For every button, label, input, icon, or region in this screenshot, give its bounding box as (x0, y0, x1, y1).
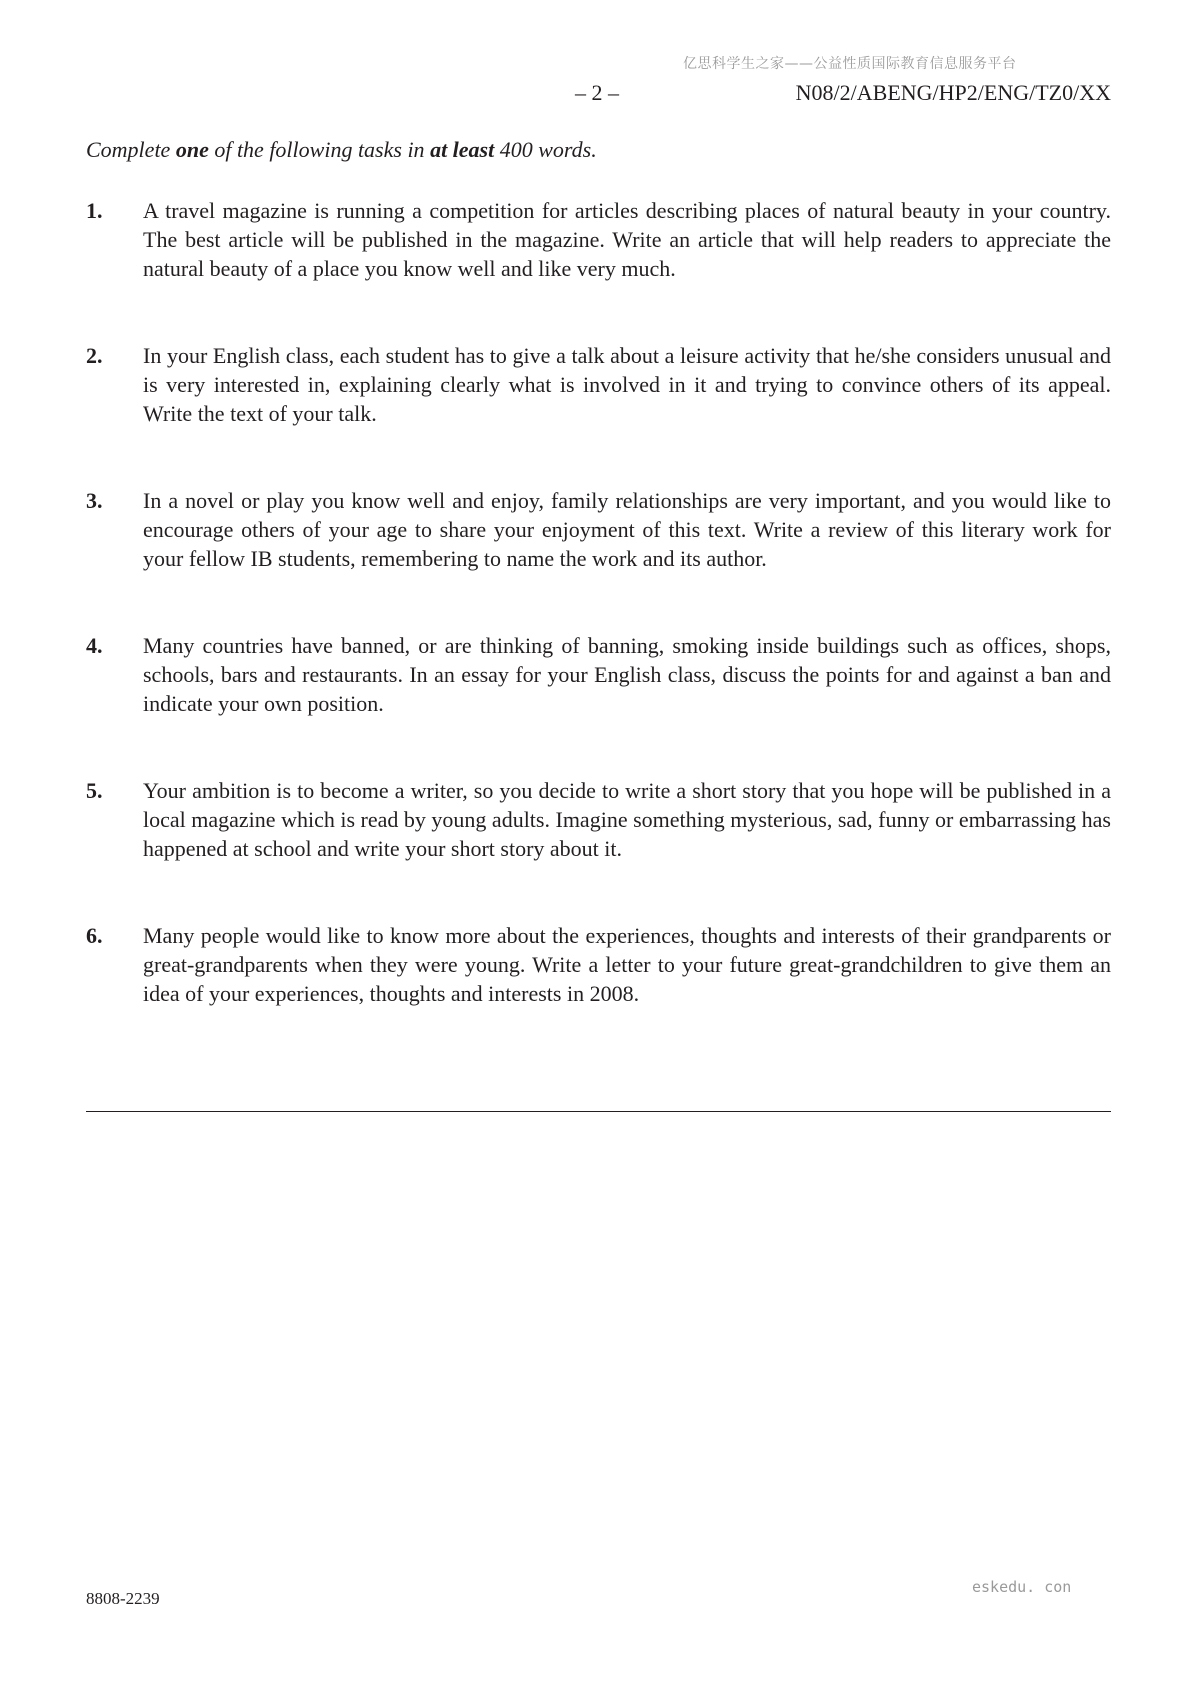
task-1 (86, 196, 1111, 283)
instructions (86, 137, 597, 163)
task-5 (86, 776, 1111, 863)
instructions-text-2: of the following tasks in (208, 137, 431, 162)
task-number: 4. (86, 633, 103, 658)
task-number: 3. (86, 488, 103, 513)
task-number: 1. (86, 198, 103, 223)
instructions-emphasis-at-least: at least (430, 137, 495, 162)
footer-watermark: eskedu. con (972, 1578, 1072, 1596)
task-number: 2. (86, 343, 103, 368)
task-text: In a novel or play you know well and enjoy, family relationships are very important, and you would like to encourage others of your age to share your enjoyment of this text. Write a review of this literary work for your fellow IB students, remembering to name the work and its author. (143, 488, 1111, 571)
task-text: A travel magazine is running a competition for articles describing places of natural beauty in your country. The best article will be published in the magazine. Write an article that will help readers to appreciate the natural beauty of a place you know well and like very much. (143, 198, 1111, 281)
task-2 (86, 341, 1111, 428)
end-rule (86, 1111, 1111, 1112)
instructions-text-3: 400 words. (494, 137, 597, 162)
task-text: Many countries have banned, or are thinking of banning, smoking inside buildings such as offices, shops, schools, bars and restaurants. In an essay for your English class, discuss the points for and against a ban and indicate your own position. (143, 633, 1111, 716)
task-text: In your English class, each student has to give a talk about a leisure activity that he/she considers unusual and is very interested in, explaining clearly what is involved in it and trying to convince others of its appeal. Write the text of your talk. (143, 343, 1111, 426)
instructions-emphasis-one: one (175, 137, 209, 162)
task-number: 6. (86, 923, 103, 948)
task-number: 5. (86, 778, 103, 803)
footer-code: 8808-2239 (86, 1589, 160, 1608)
task-text: Many people would like to know more about the experiences, thoughts and interests of their grandparents or great-grandparents when they were young. Write a letter to your future great-grandchildren to give them an idea of your experiences, thoughts and interests in 2008. (143, 923, 1111, 1006)
task-3 (86, 486, 1111, 573)
task-6 (86, 921, 1111, 1008)
page-number: – 2 – (575, 80, 619, 105)
task-text: Your ambition is to become a writer, so you decide to write a short story that you hope will be published in a local magazine which is read by young adults. Imagine something mysterious, sad, funny or embarrassing has happened at school and write your short story about it. (143, 778, 1111, 861)
paper-code: N08/2/ABENG/HP2/ENG/TZ0/XX (795, 80, 1111, 105)
header-watermark: 亿思科学生之家——公益性质国际教育信息服务平台 (683, 56, 1017, 72)
task-4 (86, 631, 1111, 718)
instructions-text-1: Complete (86, 137, 176, 162)
